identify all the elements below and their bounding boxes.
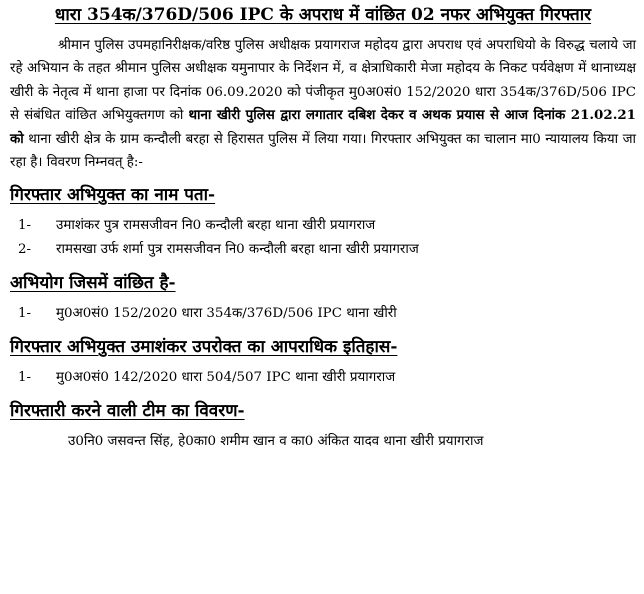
section-heading-accused bbox=[10, 184, 636, 206]
accused-list-item bbox=[10, 214, 636, 238]
list-item-number: 1- bbox=[18, 306, 32, 322]
body-text-bold: थाना खीरी पुलिस द्वारा लगातार दबिश देकर व अथक प्रयास से आज दिनांक 21.02.21 को bbox=[10, 107, 636, 147]
body-text-part-2: थाना खीरी क्षेत्र के ग्राम कन्दौली बरहा से हिरासत पुलिस में लिया गया। गिरफ्तार अभियुक्त का चालान मा0 न्यायालय किया जा रहा है। विवरण निम्नवत् है:- bbox=[10, 131, 636, 171]
list-item-number: 1- bbox=[18, 218, 32, 234]
section-heading-history bbox=[10, 336, 636, 358]
section-heading-team-text: गिरफ्तारी करने वाली टीम का विवरण- bbox=[10, 401, 245, 422]
charges-list-item bbox=[10, 302, 636, 326]
list-item-text: मु0अ0सं0 152/2020 धारा 354क/376D/506 IPC थाना खीरी bbox=[56, 306, 397, 322]
list-item-text: उमाशंकर पुत्र रामसजीवन नि0 कन्दौली बरहा थाना खीरी प्रयागराज bbox=[56, 218, 376, 234]
section-heading-history-text: गिरफ्तार अभियुक्त उमाशंकर उपरोक्त का आपराधिक इतिहास- bbox=[10, 337, 398, 358]
section-heading-accused-text: गिरफ्तार अभियुक्त का नाम पता- bbox=[10, 185, 216, 206]
list-item-text: रामसखा उर्फ शर्मा पुत्र रामसजीवन नि0 कन्दौली बरहा थाना खीरी प्रयागराज bbox=[56, 242, 419, 258]
list-item-text: मु0अ0सं0 142/2020 धारा 504/507 IPC थाना खीरी प्रयागराज bbox=[56, 370, 396, 386]
body-paragraph bbox=[10, 34, 636, 174]
list-item-number: 1- bbox=[18, 370, 32, 386]
section-heading-charges-text: अभियोग जिसमें वांछित है- bbox=[10, 273, 176, 294]
section-heading-team bbox=[10, 400, 636, 422]
document-title-text: धारा 354क/376D/506 IPC के अपराध में वांछित 02 नफर अभियुक्त गिरफ्तार bbox=[54, 5, 592, 25]
team-details: उ0नि0 जसवन्त सिंह, हे0का0 शमीम खान व का0 अंकित यादव थाना खीरी प्रयागराज bbox=[68, 434, 484, 450]
history-list-item bbox=[10, 366, 636, 390]
list-item-number: 2- bbox=[18, 242, 32, 258]
accused-list-item bbox=[10, 238, 636, 262]
section-heading-charges bbox=[10, 272, 636, 294]
body-text-part-1: श्रीमान पुलिस उपमहानिरीक्षक/वरिष्ठ पुलिस अधीक्षक प्रयागराज महोदय द्वारा अपराध एवं अपराधियो के विरुद्ध चलाये जा रहे अभियान के तहत श्रीमान पुलिस अधीक्षक यमुनापार के निर्देशन में, व क्षेत्राधिकारी मेजा महोदय के निकट पर्यवेक्षण में थानाध्यक्ष खीरी के नेतृत्व में थाना हाजा पर दिनांक 06.09.2020 को पंजीकृत मु0अ0सं0 152/2020 धारा 354क/376D/506 IPC से संबंधित वांछित अभियुक्तगण को bbox=[10, 38, 636, 124]
document-title bbox=[10, 4, 636, 26]
